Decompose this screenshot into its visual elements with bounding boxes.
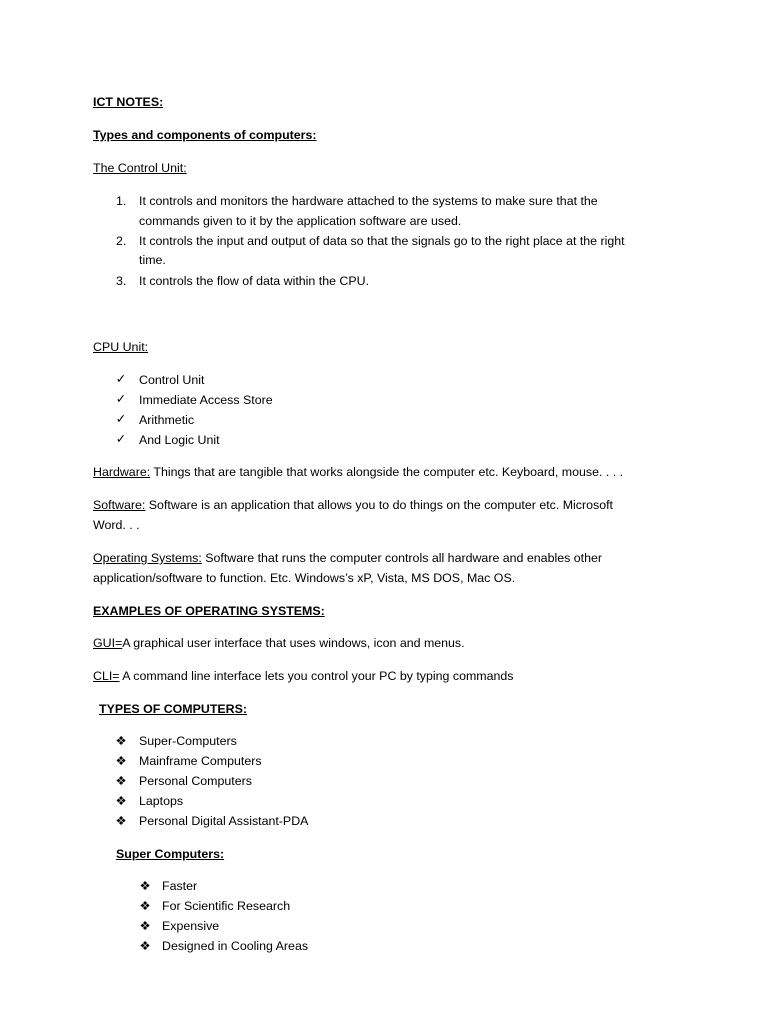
check-icon: ✓: [115, 372, 127, 386]
list-item: For Scientific Research: [162, 899, 291, 913]
list-item-text: time.: [139, 253, 166, 267]
software-definition: [93, 495, 613, 515]
hardware-term: Hardware:: [93, 465, 151, 479]
os-text-line2: application/software to function. Etc. Windows’s xP, Vista, MS DOS, Mac OS.: [93, 571, 516, 585]
os-term: Operating Systems:: [93, 551, 202, 565]
list-item-text: It controls the flow of data within the CPU.: [139, 274, 370, 288]
diamond-bullet-icon: ❖: [139, 919, 151, 933]
cli-definition: [93, 666, 513, 686]
gui-definition: [93, 633, 465, 653]
cli-term: CLI=: [93, 669, 120, 683]
list-item: Control Unit: [139, 373, 205, 387]
gui-term: GUI=: [93, 636, 123, 650]
software-term: Software:: [93, 498, 146, 512]
check-icon: ✓: [115, 392, 127, 406]
list-item: Laptops: [139, 794, 184, 808]
types-heading: TYPES OF COMPUTERS:: [99, 702, 248, 716]
list-item: Immediate Access Store: [139, 393, 273, 407]
list-item: Designed in Cooling Areas: [162, 939, 309, 953]
hardware-definition: [93, 462, 623, 482]
list-item: And Logic Unit: [139, 433, 220, 447]
list-item-text: It controls and monitors the hardware attached to the systems to make sure that the: [139, 194, 598, 208]
diamond-bullet-icon: ❖: [139, 879, 151, 893]
list-item: Expensive: [162, 919, 220, 933]
hardware-text: Things that are tangible that works alongside the computer etc. Keyboard, mouse. . . .: [150, 465, 624, 479]
list-item: Mainframe Computers: [139, 754, 262, 768]
gui-text: A graphical user interface that uses windows, icon and menus.: [122, 636, 465, 650]
diamond-bullet-icon: ❖: [115, 774, 127, 788]
diamond-bullet-icon: ❖: [115, 754, 127, 768]
doc-title: ICT NOTES:: [93, 95, 164, 109]
os-definition: [93, 548, 602, 568]
list-item-text: commands given to it by the application software are used.: [139, 214, 462, 228]
doc-subtitle: Types and components of computers:: [93, 128, 317, 142]
diamond-bullet-icon: ❖: [115, 794, 127, 808]
list-number: 3.: [116, 274, 127, 288]
diamond-bullet-icon: ❖: [139, 939, 151, 953]
software-text: Software is an application that allows you to do things on the computer etc. Microsoft: [145, 498, 613, 512]
list-item: Faster: [162, 879, 198, 893]
cli-text: A command line interface lets you control your PC by typing commands: [119, 669, 514, 683]
check-icon: ✓: [115, 432, 127, 446]
list-number: 2.: [116, 234, 127, 248]
software-text-line2: Word. . .: [93, 518, 140, 532]
examples-heading: EXAMPLES OF OPERATING SYSTEMS:: [93, 604, 325, 618]
list-item-text: It controls the input and output of data so that the signals go to the right place at the right: [139, 234, 625, 248]
cpu-unit-heading: CPU Unit:: [93, 340, 149, 354]
list-item: Super-Computers: [139, 734, 237, 748]
os-text: Software that runs the computer controls all hardware and enables other: [201, 551, 602, 565]
diamond-bullet-icon: ❖: [115, 734, 127, 748]
list-item: Arithmetic: [139, 413, 195, 427]
diamond-bullet-icon: ❖: [139, 899, 151, 913]
list-item: Personal Computers: [139, 774, 252, 788]
control-unit-heading: The Control Unit:: [93, 161, 187, 175]
check-icon: ✓: [115, 412, 127, 426]
diamond-bullet-icon: ❖: [115, 814, 127, 828]
super-computers-heading: Super Computers:: [116, 847, 225, 861]
list-item: Personal Digital Assistant-PDA: [139, 814, 309, 828]
list-number: 1.: [116, 194, 127, 208]
